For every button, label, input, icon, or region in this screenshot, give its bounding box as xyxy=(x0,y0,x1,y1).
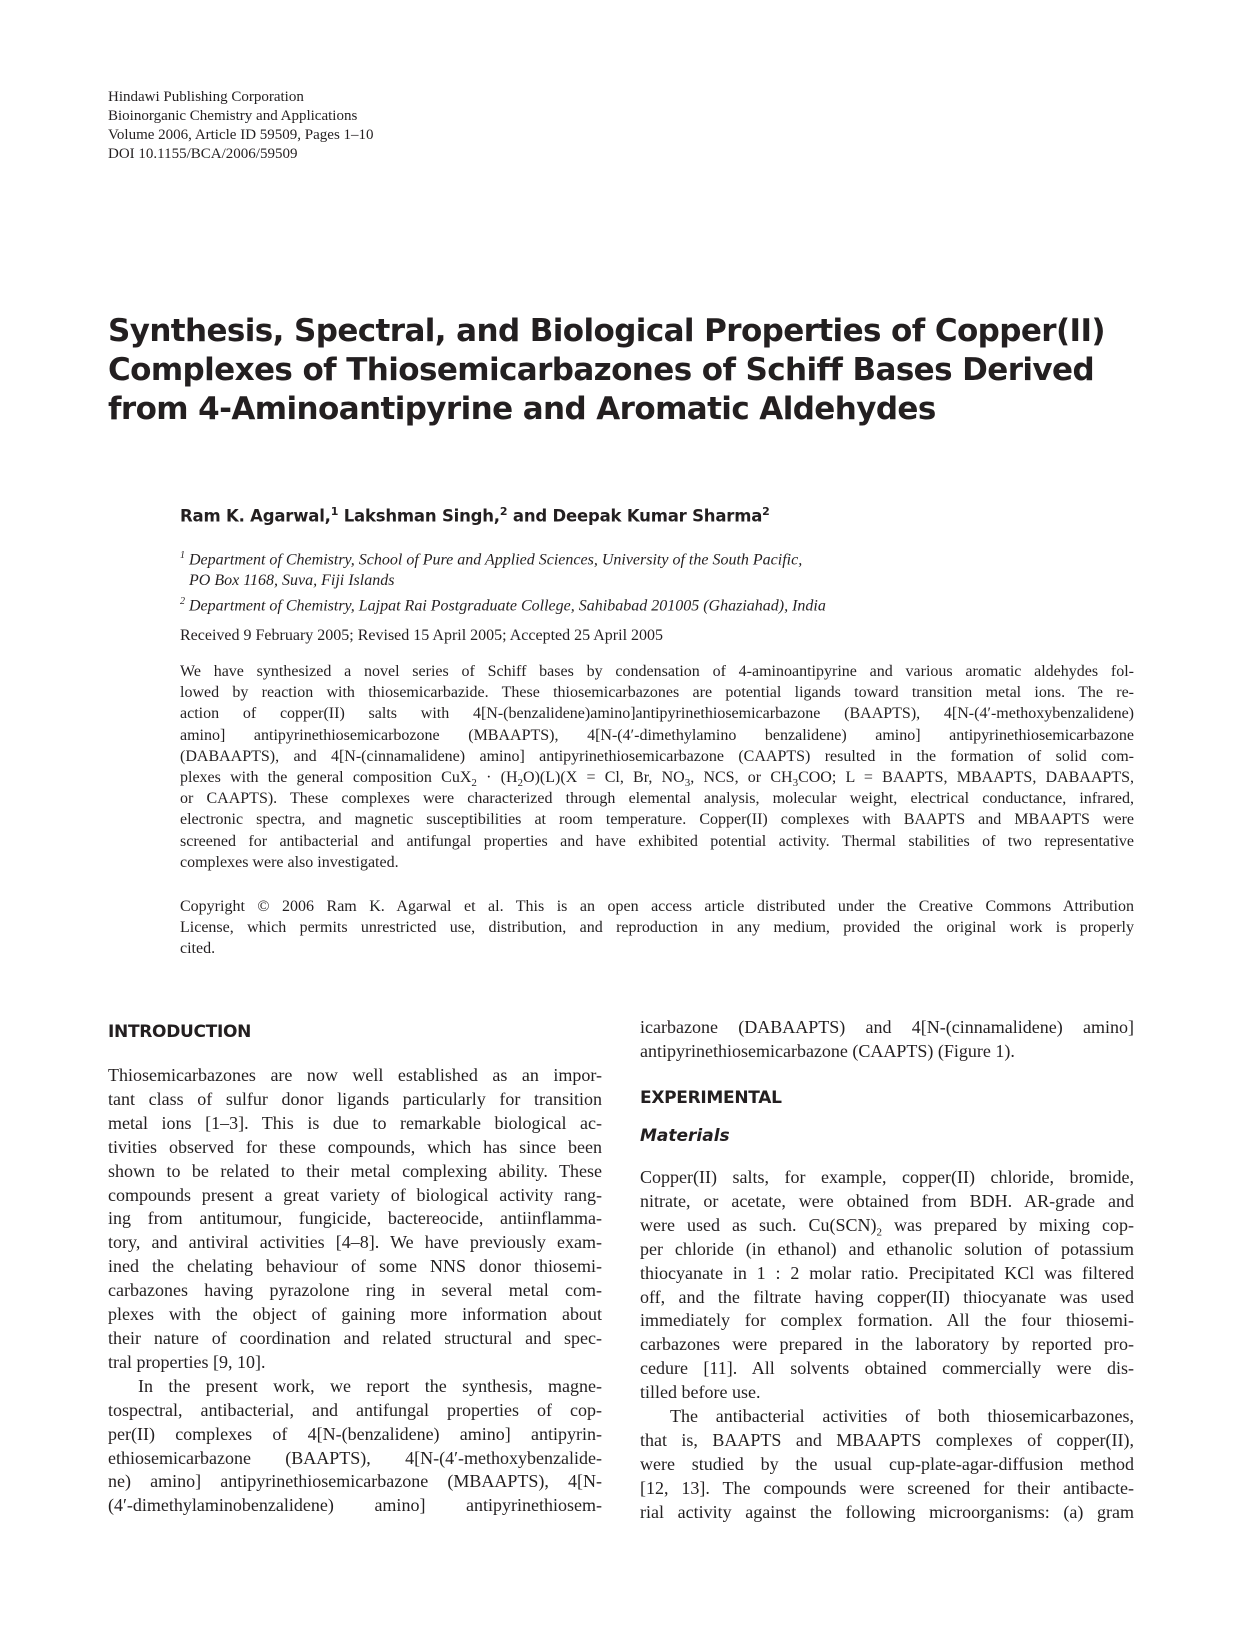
abstract-line: electronic spectra, and magnetic susceptibilities at room temperature. Copper(II) complexes with BAAPTS and MBAAPTS were xyxy=(180,811,1134,829)
text-line: [12, 13]. The compounds were screened for their antibacte- xyxy=(640,1477,1134,1498)
text-line: tral properties [9, 10]. xyxy=(108,1351,266,1372)
journal-header xyxy=(108,88,374,164)
title-line: Complexes of Thiosemicarbazones of Schiff Bases Derived xyxy=(108,352,1095,388)
experimental-heading: EXPERIMENTAL xyxy=(640,1088,782,1108)
text-line: In the present work, we report the synthesis, magne- xyxy=(138,1375,602,1396)
author-affiliation-mark: 1 xyxy=(330,505,339,518)
text-line: compounds present a great variety of biological activity rang- xyxy=(108,1184,602,1205)
text-line: rial activity against the following microorganisms: (a) gram xyxy=(640,1501,1134,1522)
abstract-line: lowed by reaction with thiosemicarbazide. These thiosemicarbazones are potential ligands toward transition metal ions. The re- xyxy=(180,684,1134,702)
materials-body xyxy=(640,1166,1134,1525)
copyright-notice xyxy=(180,896,1134,960)
title-line: from 4-Aminoantipyrine and Aromatic Aldehydes xyxy=(108,391,936,427)
text-line: shown to be related to their metal complexing ability. These xyxy=(108,1160,602,1181)
abstract-line: or CAAPTS). These complexes were characterized through elemental analysis, molecular weight, electrical conductance, infrared, xyxy=(180,790,1134,808)
author-name: Ram K. Agarwal, xyxy=(180,506,331,526)
affiliation-mark: 2 xyxy=(180,596,185,608)
text-line: cedure [11]. All solvents obtained commercially were dis- xyxy=(640,1358,1134,1379)
text-line: (4′-dimethylaminobenzalidene) amino] antipyrinethiosem- xyxy=(108,1495,602,1516)
text-line: tilled before use. xyxy=(640,1382,761,1403)
text-line: Thiosemicarbazones are now well established as an impor- xyxy=(108,1065,602,1085)
formula-text: was prepared by mixing cop- xyxy=(882,1214,1135,1235)
text-line: plexes with the object of gaining more information about xyxy=(108,1304,602,1325)
subscript: 2 xyxy=(517,777,524,790)
formula-line xyxy=(640,1214,1134,1238)
text-line: thiocyanate in 1 : 2 molar ratio. Precipitated KCl was filtered xyxy=(640,1262,1134,1283)
formula-text: plexes with the general composition CuX xyxy=(180,769,472,787)
subscript: 2 xyxy=(876,1226,883,1239)
abstract xyxy=(180,661,1134,873)
author-name: Lakshman Singh, xyxy=(338,506,500,526)
copyright-line: Copyright © 2006 Ram K. Agarwal et al. This is an open access article distributed under the Creative Commons Attribution xyxy=(180,898,1134,915)
copyright-line: License, which permits unrestricted use, distribution, and reproduction in any medium, provided the original work is properly xyxy=(180,919,1134,937)
formula-text: , NCS, or CH xyxy=(690,769,793,787)
affiliation-text: Department of Chemistry, School of Pure and Applied Sciences, University of the South Pacific, xyxy=(185,551,803,569)
right-column-top xyxy=(640,1016,1134,1064)
text-line: tivities observed for these compounds, which has since been xyxy=(108,1136,602,1157)
text-fragment: ). xyxy=(1004,1040,1015,1061)
figure-1-link[interactable]: Figure 1 xyxy=(943,1040,1005,1061)
doi-line: DOI 10.1155/BCA/2006/59509 xyxy=(108,146,298,162)
formula-text: O)(L)(X = Cl, Br, NO xyxy=(523,769,685,787)
formula-text: · (H xyxy=(476,769,518,787)
introduction-body xyxy=(108,1064,602,1518)
subscript: 2 xyxy=(471,777,477,790)
text-line: immediately for complex formation. All the four thiosemi- xyxy=(640,1310,1134,1331)
formula-text: COO; L = BAAPTS, MBAAPTS, DABAAPTS, xyxy=(798,769,1134,787)
affiliation-1 xyxy=(180,545,826,570)
text-line: metal ions [1–3]. This is due to remarkable biological ac- xyxy=(108,1112,602,1133)
affiliation-mark: 1 xyxy=(180,550,185,561)
text-line: ined the chelating behaviour of some NNS donor thiosemi- xyxy=(108,1256,602,1277)
text-line: tospectral, antibacterial, and antifungal properties of cop- xyxy=(108,1399,602,1420)
abstract-line: We have synthesized a novel series of Schiff bases by condensation of 4-aminoantipyrine and various aromatic aldehydes fol- xyxy=(180,663,1134,680)
text-line: carbazones having pyrazolone ring in several metal com- xyxy=(108,1280,602,1301)
copyright-line: cited. xyxy=(180,940,216,958)
text-line xyxy=(640,1040,1134,1064)
text-line: The antibacterial activities of both thiosemicarbazones, xyxy=(670,1406,1134,1427)
abstract-formula-line xyxy=(180,767,1134,788)
text-fragment: antipyrinethiosemicarbazone (CAAPTS) ( xyxy=(640,1040,944,1061)
text-line: nitrate, or acetate, were obtained from BDH. AR-grade and xyxy=(640,1190,1134,1211)
journal-name-line: Bioinorganic Chemistry and Applications xyxy=(108,108,358,124)
formula-text: were used as such. Cu(SCN) xyxy=(640,1214,877,1235)
text-line: their nature of coordination and related structural and spec- xyxy=(108,1327,602,1348)
introduction-heading: INTRODUCTION xyxy=(108,1022,252,1042)
abstract-line: screened for antibacterial and antifungal properties and have exhibited potential activity. Thermal stabilities of two representative xyxy=(180,832,1134,850)
text-line: ne) amino] antipyrinethiosemicarbazone (MBAAPTS), 4[N- xyxy=(108,1471,602,1492)
subscript: 3 xyxy=(684,777,691,790)
text-line: tant class of sulfur donor ligands particularly for transition xyxy=(108,1088,602,1109)
text-line: Copper(II) salts, for example, copper(II) chloride, bromide, xyxy=(640,1167,1134,1187)
text-line: tory, and antiviral activities [4–8]. We have previously exam- xyxy=(108,1232,602,1253)
author-affiliation-mark: 2 xyxy=(499,505,508,518)
text-line: off, and the filtrate having copper(II) thiocyanate was used xyxy=(640,1286,1134,1307)
affiliations xyxy=(180,545,826,617)
text-line: per(II) complexes of 4[N-(benzalidene) amino] antipyrin- xyxy=(108,1423,602,1444)
materials-subheading: Materials xyxy=(640,1126,730,1146)
author-name: and Deepak Kumar Sharma xyxy=(507,506,763,526)
volume-line: Volume 2006, Article ID 59509, Pages 1–10 xyxy=(108,127,374,143)
text-line: carbazones were prepared in the laboratory by reported pro- xyxy=(640,1334,1134,1355)
text-line: per chloride (in ethanol) and ethanolic solution of potassium xyxy=(640,1238,1134,1259)
abstract-line: action of copper(II) salts with 4[N-(benzalidene)amino]antipyrinethiosemicarbazone (BAAPTS), 4[N-(4′-methoxybenzalidene) xyxy=(180,705,1134,723)
abstract-line: (DABAAPTS), and 4[N-(cinnamalidene) amino] antipyrinethiosemicarbazone (CAAPTS) resulted in the formation of solid com- xyxy=(180,747,1134,765)
affiliation-1-cont: PO Box 1168, Suva, Fiji Islands xyxy=(189,572,395,590)
text-line: that is, BAAPTS and MBAAPTS complexes of copper(II), xyxy=(640,1429,1134,1450)
text-line: ethiosemicarbazone (BAAPTS), 4[N-(4′-methoxybenzalide- xyxy=(108,1447,602,1468)
publisher-line: Hindawi Publishing Corporation xyxy=(108,89,304,105)
affiliation-text: Department of Chemistry, Lajpat Rai Postgraduate College, Sahibabad 201005 (Ghaziahad), India xyxy=(185,597,826,615)
text-line: icarbazone (DABAAPTS) and 4[N-(cinnamalidene) amino] xyxy=(640,1017,1134,1037)
affiliation-2 xyxy=(180,591,826,616)
abstract-line: complexes were also investigated. xyxy=(180,853,399,871)
title-line: Synthesis, Spectral, and Biological Properties of Copper(II) xyxy=(108,313,1105,349)
article-title xyxy=(108,312,1158,429)
abstract-line: amino] antipyrinethiosemicarbozone (MBAAPTS), 4[N-(4′-dimethylamino benzalidene) amino] antipyrinethiosemicarbazone xyxy=(180,726,1134,744)
subscript: 3 xyxy=(792,777,799,790)
author-affiliation-mark: 2 xyxy=(762,505,770,518)
text-line: were studied by the usual cup-plate-agar-diffusion method xyxy=(640,1453,1134,1474)
text-line: ing from antitumour, fungicide, bactereocide, antiinflamma- xyxy=(108,1208,602,1229)
author-list xyxy=(180,505,770,526)
received-dates: Received 9 February 2005; Revised 15 April 2005; Accepted 25 April 2005 xyxy=(180,627,664,644)
